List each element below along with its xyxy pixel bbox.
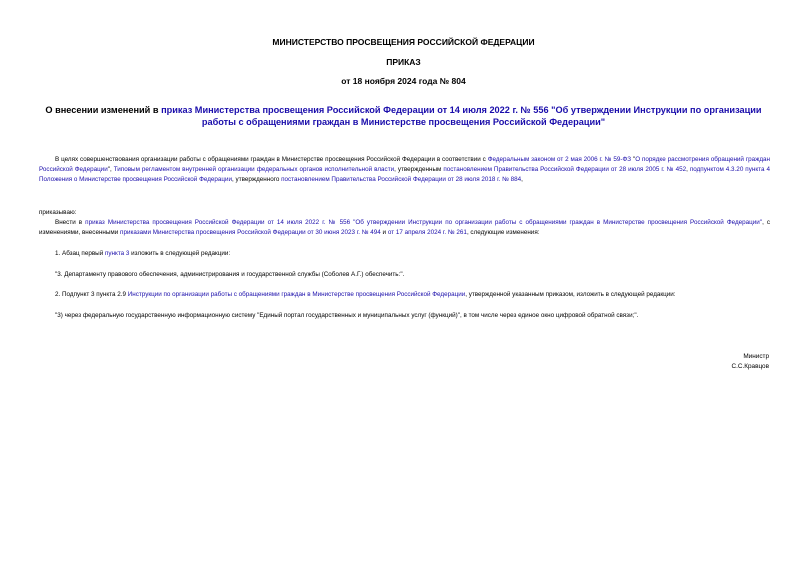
preamble-text: , bbox=[521, 176, 523, 183]
regulation-link[interactable]: Типовым регламентом внутренней организации федеральных органов исполнительной власти bbox=[113, 166, 395, 173]
signature-name: С.С.Кравцов bbox=[731, 363, 769, 370]
order-494-link[interactable]: приказами Министерства просвещения Российской Федерации от 30 июня 2023 г. № 494 bbox=[120, 229, 381, 236]
title-link[interactable]: приказ Министерства просвещения Российской Федерации от 14 июля 2022 г. № 556 "Об утверждении Инструкции по организации работы с обращениями граждан в Министерстве просвещения Российской Федерации" bbox=[161, 105, 762, 127]
item-1-quote: "3. Департаменту правового обеспечения, администрирования и государственной службы (Соболев А.Г.) обеспечить:". bbox=[55, 271, 405, 278]
preamble-text: , bbox=[686, 166, 690, 173]
item-1-text: изложить в следующей редакции: bbox=[129, 250, 231, 257]
body-text: , с изменениями, внесенными bbox=[39, 219, 770, 236]
body-text: Внести в bbox=[55, 219, 86, 226]
order-556-link[interactable]: приказ Министерства просвещения Российской Федерации от 14 июля 2022 г. № 556 "Об утверждении Инструкции по организации работы с обращениями граждан в Министерстве просвещения Российской Федерации" bbox=[85, 219, 763, 226]
preamble-paragraph bbox=[39, 155, 770, 185]
item-1 bbox=[39, 249, 770, 259]
body-text: , следующие изменения: bbox=[466, 229, 540, 236]
ministry-heading: МИНИСТЕРСТВО ПРОСВЕЩЕНИЯ РОССИЙСКОЙ ФЕДЕРАЦИИ bbox=[272, 37, 535, 47]
signature-position: Министр bbox=[743, 353, 769, 360]
doc-type-heading: ПРИКАЗ bbox=[386, 57, 421, 67]
preamble-text: В целях совершенствования организации работы с обращениями граждан в Министерстве просвещения Российской Федерации в соответствии с bbox=[55, 156, 488, 163]
item-2 bbox=[39, 290, 770, 300]
law-link[interactable]: Федеральным законом от 2 мая 2006 г. № 59-ФЗ bbox=[487, 156, 632, 163]
item-1-text: 1. Абзац первый bbox=[55, 250, 105, 257]
preamble-text: " bbox=[631, 156, 636, 163]
item-2-quote: "3) через федеральную государственную информационную систему "Единый портал государственных и муниципальных услуг (функций)", в том числе через единое окно цифровой обратной связи;". bbox=[55, 312, 639, 319]
order-word: приказываю: bbox=[39, 209, 77, 216]
instruction-link[interactable]: Инструкции по организации работы с обращениями граждан в Министерстве просвещения Российской Федерации bbox=[127, 291, 466, 298]
preamble-text: , утвержденного bbox=[232, 176, 282, 183]
preamble-text: , утвержденным bbox=[394, 166, 444, 173]
title-prefix: О внесении изменений в bbox=[45, 105, 162, 115]
item-2-text: 2. Подпункт 3 пункта 2.9 bbox=[55, 291, 128, 298]
resolution-452-link[interactable]: постановлением Правительства Российской Федерации от 28 июля 2005 г. № 452 bbox=[443, 166, 687, 173]
resolution-884-link[interactable]: постановлением Правительства Российской Федерации от 28 июля 2018 г. № 884 bbox=[281, 176, 522, 183]
item-2-text: , утвержденной указанным приказом, изложить в следующей редакции: bbox=[465, 291, 676, 298]
document-title bbox=[36, 104, 771, 128]
law-title-link[interactable]: О порядке рассмотрения обращений граждан Российской Федерации bbox=[39, 156, 770, 173]
body-paragraph bbox=[39, 218, 770, 238]
point-3-link[interactable]: пункта 3 bbox=[104, 250, 130, 257]
subpoint-link[interactable]: подпунктом 4.3.20 пункта 4 Положения о Министерстве просвещения Российской Федерации bbox=[39, 166, 770, 183]
date-number: от 18 ноября 2024 года № 804 bbox=[341, 76, 466, 86]
order-261-link[interactable]: от 17 апреля 2024 г. № 261 bbox=[387, 229, 467, 236]
body-text: и bbox=[380, 229, 388, 236]
preamble-text: ", bbox=[107, 166, 114, 173]
